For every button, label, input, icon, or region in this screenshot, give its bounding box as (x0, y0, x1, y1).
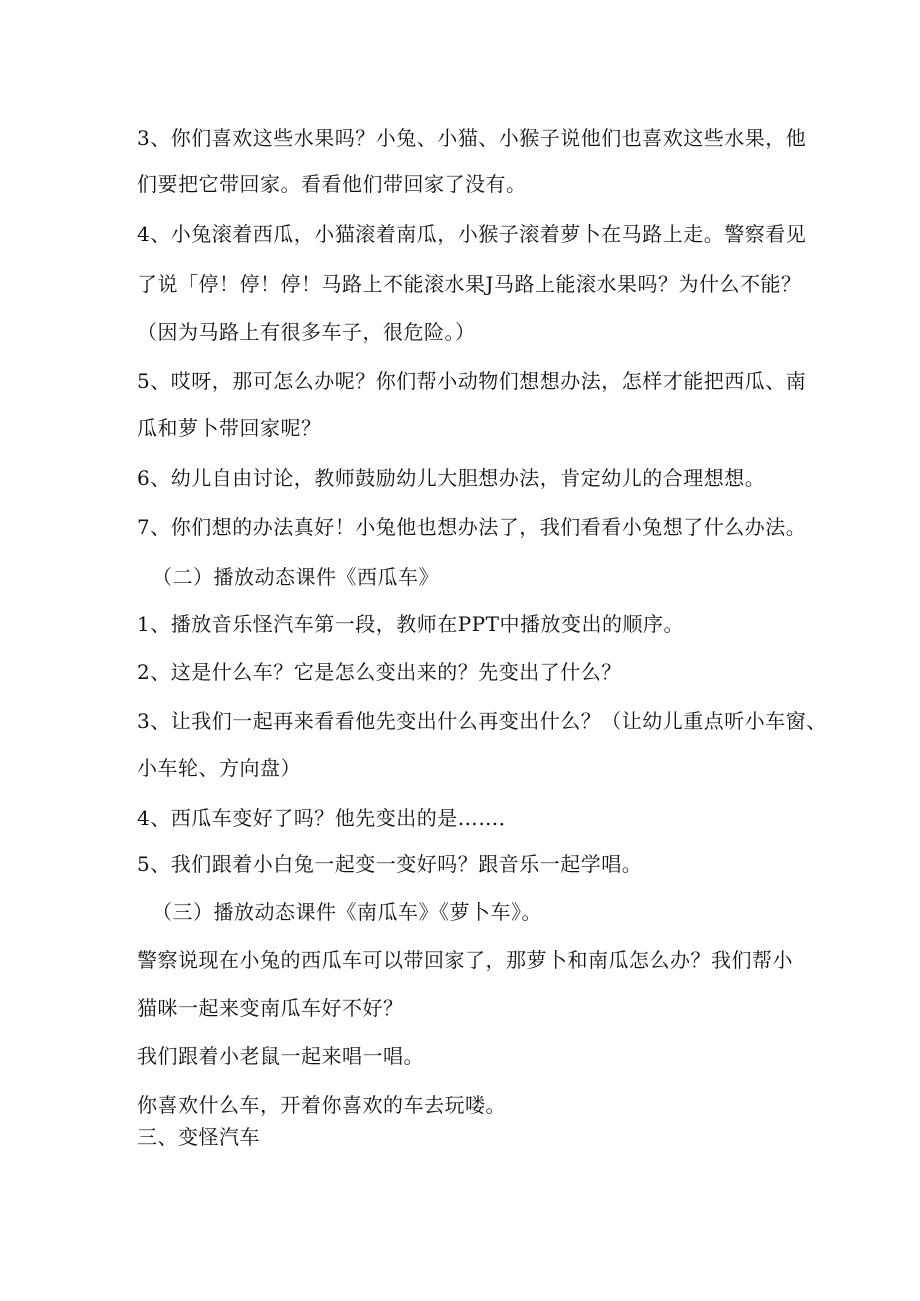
text-line-11: 1、播放音乐怪汽车第一段，教师在PPT中播放变出的顺序。 (137, 612, 684, 636)
text-line-4: 了说「停！停！停！马路上不能滚水果J马路上能滚水果吗？为什么不能？ (137, 272, 802, 296)
section-heading-3: （三）播放动态课件《南瓜车》《萝卜车》。 (152, 900, 542, 924)
section-heading-three: 三、变怪汽车 (137, 1125, 260, 1149)
text-line-8: 6、幼儿自由讨论，教师鼓励幼儿大胆想办法，肯定幼儿的合理想想。 (137, 466, 766, 490)
text-line-3: 4、小兔滚着西瓜，小猫滚着南瓜，小猴子滚着萝卜在马路上走。警察看见 (137, 222, 807, 246)
text-line-20: 我们跟着小老鼠一起来唱一唱。 (137, 1044, 424, 1068)
text-line-7: 瓜和萝卜带回家呢？ (137, 416, 322, 440)
text-line-19: 猫咪一起来变南瓜车好不好？ (137, 996, 404, 1020)
text-line-13: 3、让我们一起再来看看他先变出什么再变出什么？（让幼儿重点听小车窗、 (137, 709, 827, 733)
text-line-9: 7、你们想的办法真好！小兔他也想办法了，我们看看小兔想了什么办法。 (137, 515, 807, 539)
text-line-15: 4、西瓜车变好了吗？他先变出的是……． (137, 806, 520, 830)
text-line-1: 3、你们喜欢这些水果吗？小兔、小猫、小猴子说他们也喜欢这些水果，他 (137, 126, 807, 150)
text-line-16: 5、我们跟着小白兔一起变一变好吗？跟音乐一起学唱。 (137, 852, 643, 876)
text-line-12: 2、这是什么车？它是怎么变出来的？先变出了什么？ (137, 660, 622, 684)
text-line-18: 警察说现在小兔的西瓜车可以带回家了，那萝卜和南瓜怎么办？我们帮小 (137, 948, 793, 972)
text-line-21: 你喜欢什么车，开着你喜欢的车去玩喽。 (137, 1093, 506, 1117)
text-line-6: 5、哎呀，那可怎么办呢？你们帮小动物们想想办法，怎样才能把西瓜、南 (137, 369, 807, 393)
section-heading-2: （二）播放动态课件《西瓜车》 (152, 565, 439, 589)
text-line-14: 小车轮、方向盘） (137, 756, 301, 780)
text-line-2: 们要把它带回家。看看他们带回家了没有。 (137, 172, 527, 196)
text-line-5: （因为马路上有很多车子，很危险。） (137, 320, 476, 344)
